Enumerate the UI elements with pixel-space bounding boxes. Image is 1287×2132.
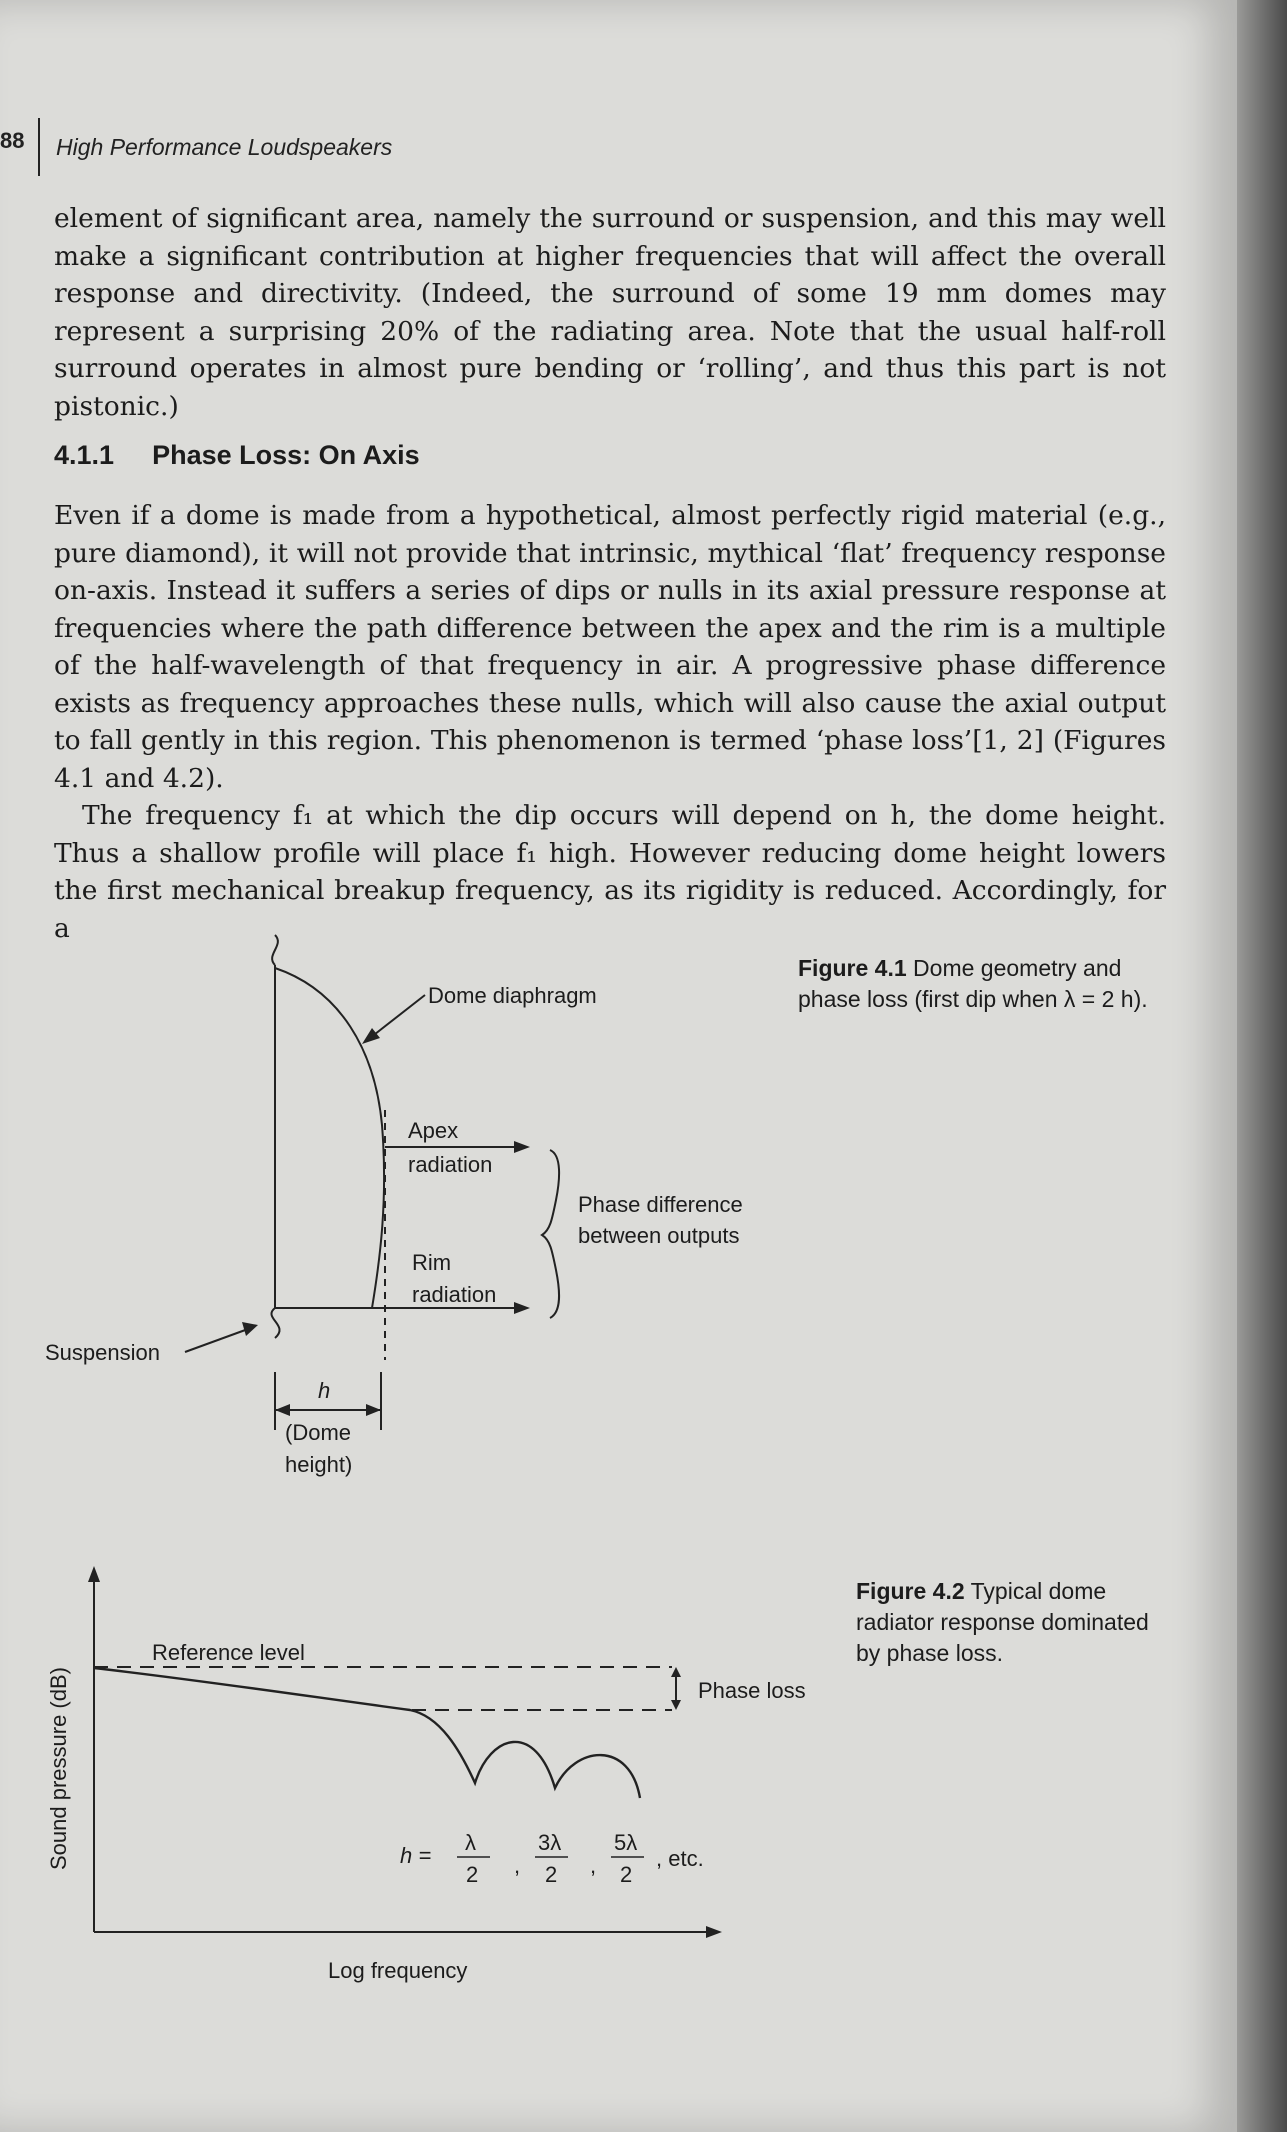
section-heading	[54, 440, 420, 471]
phase-loss-arrow-bottom	[671, 1700, 681, 1710]
figure-4-1-diagram	[0, 940, 790, 1500]
fraction-2-denominator: 2	[545, 1862, 558, 1887]
fraction-2-numerator: 3λ	[538, 1830, 562, 1855]
label-phase-difference: Phase difference	[578, 1192, 743, 1217]
phase-brace	[542, 1150, 559, 1318]
phase-loss-label: Phase loss	[698, 1678, 806, 1703]
y-axis-label: Sound pressure (dB)	[46, 1667, 71, 1870]
fraction-1-numerator: λ	[465, 1830, 476, 1855]
figure-4-1-caption-text: Dome geometry and phase loss (first dip when λ = 2 h).	[798, 955, 1148, 1012]
figure-4-1-caption	[798, 953, 1158, 1015]
running-title: High Performance Loudspeakers	[56, 134, 393, 160]
label-h: h	[318, 1378, 331, 1403]
section-number: 4.1.1	[54, 440, 115, 470]
label-dome-diaphragm: Dome diaphragm	[428, 983, 597, 1008]
x-axis-label: Log frequency	[328, 1958, 468, 1983]
paragraph-1: element of significant area, namely the surround or suspension, and this may well make a significant contribution at higher frequencies that will affect the overall response and directivity. (Indeed, the surround of some 19 mm domes may represent a surprising 20% of the radiating area. Note that the usual half-roll surround operates in almost pure bending or ‘rolling’, and thus this part is not pistonic.)	[54, 203, 1166, 422]
book-spine-shadow	[1237, 0, 1287, 2132]
h-dim-arrow-right	[366, 1404, 381, 1416]
comma-2: ,	[590, 1853, 597, 1878]
suspension-pointer-line	[185, 1329, 248, 1352]
dome-pointer-arrowhead	[362, 1028, 380, 1044]
body-text	[54, 497, 1166, 947]
apex-arrowhead	[514, 1141, 530, 1153]
label-rim: Rim	[412, 1250, 452, 1275]
fraction-3-denominator: 2	[620, 1862, 633, 1887]
paragraph-3: The frequency f₁ at which the dip occurs will depend on h, the dome height. Thus a shallow profile will place f₁ high. However reducing dome height lowers the first mechanical breakup frequency, as its rigidity is reduced. Accordingly, for a	[54, 800, 1166, 944]
x-axis-arrowhead	[706, 1926, 722, 1938]
page-number: 88	[0, 128, 25, 153]
y-axis-arrowhead	[88, 1566, 100, 1582]
phase-loss-arrow-top	[671, 1667, 681, 1677]
rim-arrowhead	[514, 1302, 530, 1314]
top-suspension-squiggle	[272, 935, 278, 965]
label-rim-radiation: radiation	[412, 1282, 497, 1307]
figure-4-2-caption-text: Typical dome radiator response dominated by phase loss.	[856, 1578, 1149, 1666]
label-apex: Apex	[408, 1118, 459, 1143]
fraction-3-numerator: 5λ	[614, 1830, 638, 1855]
header-divider	[38, 118, 40, 176]
reference-level-label: Reference level	[152, 1640, 305, 1665]
figure-4-2-label: Figure 4.2	[856, 1578, 965, 1604]
fraction-1-denominator: 2	[466, 1862, 479, 1887]
label-suspension: Suspension	[45, 1340, 160, 1365]
comma-1: ,	[514, 1853, 521, 1878]
figure-4-1-label: Figure 4.1	[798, 955, 907, 981]
suspension-pointer-arrowhead	[242, 1322, 258, 1336]
response-curve	[94, 1668, 640, 1798]
paragraph-1-block	[54, 200, 1166, 425]
figure-4-2-caption	[856, 1576, 1156, 1669]
label-apex-radiation: radiation	[408, 1152, 493, 1177]
bottom-suspension-squiggle	[271, 1308, 279, 1338]
h-dim-arrow-left	[275, 1404, 290, 1416]
paragraph-2: Even if a dome is made from a hypothetical, almost perfectly rigid material (e.g., pure diamond), it will not provide that intrinsic, mythical ‘flat’ frequency response on-axis. Instead it suffers a series of dips or nulls in its axial pressure response at frequencies where the path difference between the apex and the rim is a multiple of the half-wavelength of that frequency in air. A progressive phase difference exists as frequency approaches these nulls, which will also cause the axial output to fall gently in this region. This phenomenon is termed ‘phase loss’[1, 2] (Figures 4.1 and 4.2).	[54, 500, 1166, 794]
figure-4-2-chart	[0, 1560, 806, 2000]
label-between-outputs: between outputs	[578, 1223, 740, 1248]
label-dome-height-2: height)	[285, 1452, 353, 1477]
dome-profile	[275, 968, 384, 1308]
dome-pointer-line	[370, 995, 425, 1038]
label-dome-height-1: (Dome	[285, 1420, 352, 1445]
section-title: Phase Loss: On Axis	[152, 440, 420, 470]
h-equals: h =	[400, 1843, 432, 1868]
etc-label: , etc.	[656, 1846, 704, 1871]
